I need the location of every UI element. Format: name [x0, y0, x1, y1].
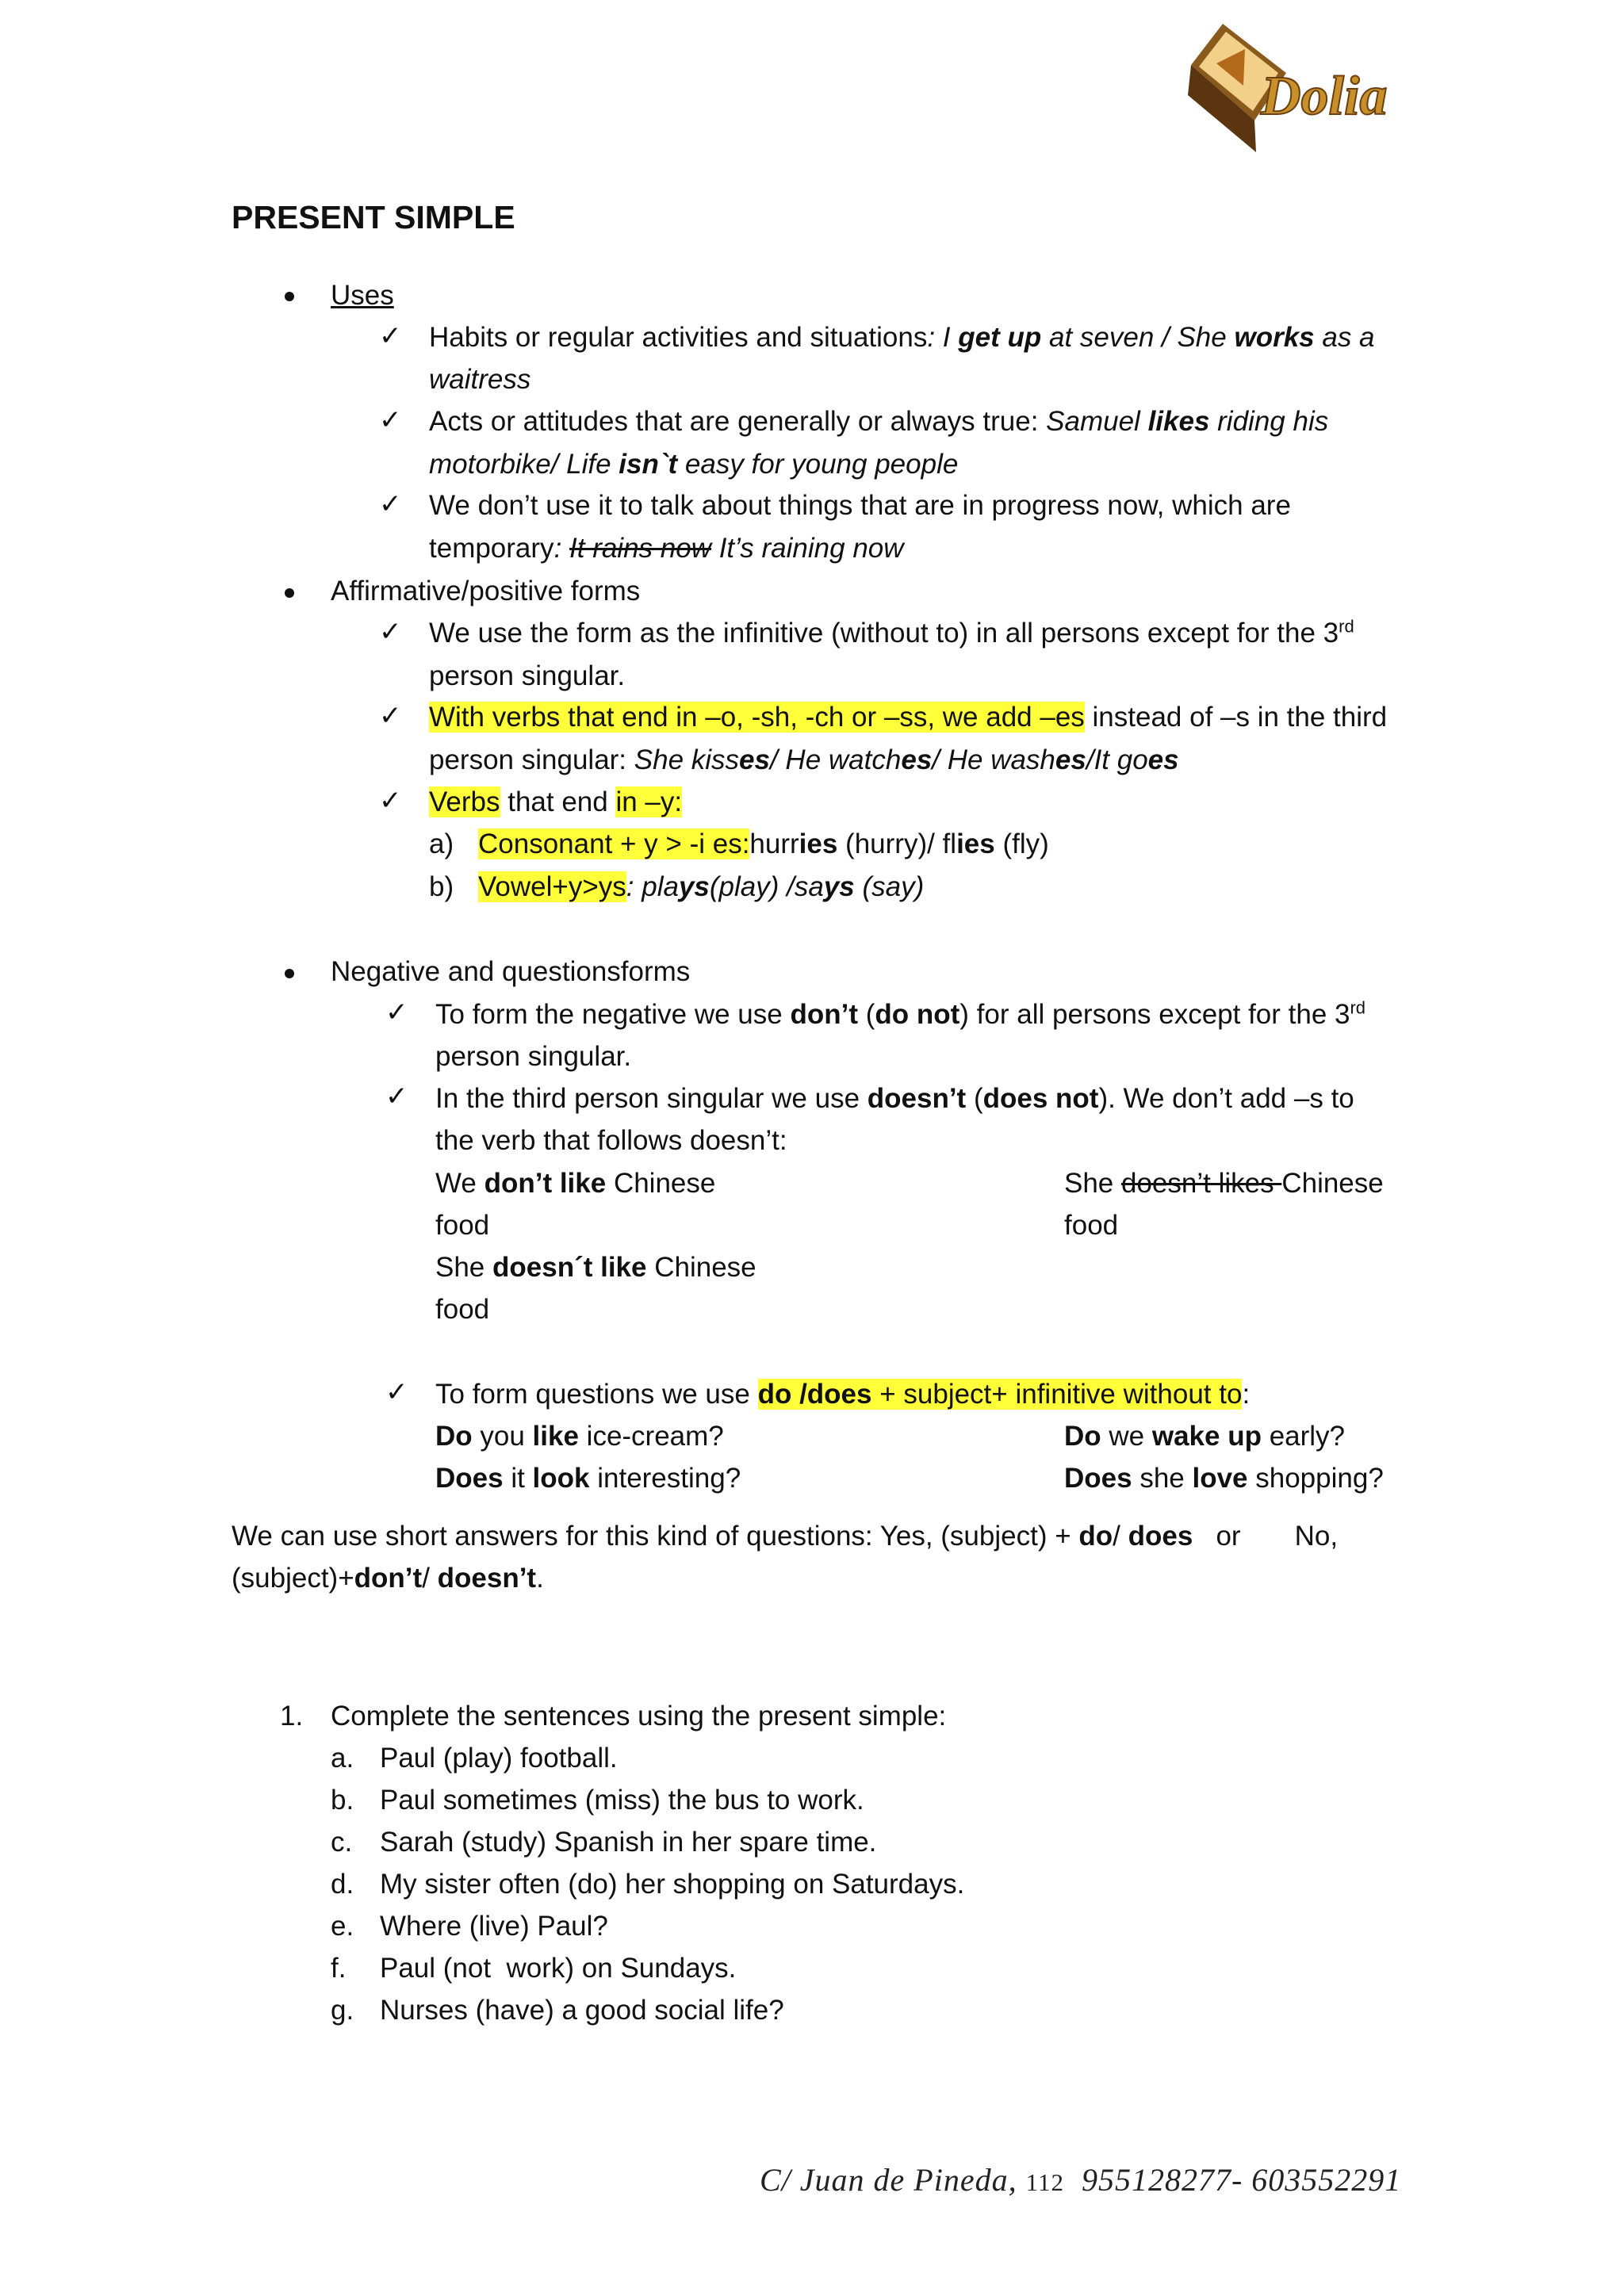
- page-title: PRESENT SIMPLE: [232, 199, 515, 235]
- example-dont-like: We don’t like Chinese: [435, 1168, 716, 1199]
- exercise-marker-d: d.: [331, 1869, 354, 1900]
- uses-item-1-cont: waitress: [429, 364, 531, 395]
- check-icon: ✓: [379, 405, 402, 435]
- exercise-item-d: My sister often (do) her shopping on Saturdays.: [380, 1869, 965, 1900]
- uses-item-1: Habits or regular activities and situations: I get up at seven / She works as a: [429, 322, 1375, 353]
- sub-marker-a: a): [429, 828, 454, 859]
- check-icon: ✓: [385, 1377, 408, 1407]
- example-doesnt-like-cont: food: [435, 1294, 490, 1325]
- check-icon: ✓: [379, 701, 402, 731]
- exercise-item-a: Paul (play) football.: [380, 1743, 618, 1774]
- question-example-2: Does it look interesting?: [435, 1463, 741, 1494]
- question-example-3: Do we wake up early?: [1064, 1421, 1346, 1452]
- affirmative-item-2-cont: person singular: She kisses/ He watches/ He washes/It goes: [429, 744, 1179, 775]
- sub-marker-b: b): [429, 871, 454, 902]
- check-icon: ✓: [385, 1081, 408, 1112]
- short-answers-line-2: (subject)+don’t/ doesn’t.: [232, 1563, 544, 1594]
- exercise-item-f: Paul (not work) on Sundays.: [380, 1953, 737, 1984]
- exercise-item-e: Where (live) Paul?: [380, 1911, 608, 1942]
- affirmative-sub-a: Consonant + y > -i es:hurries (hurry)/ flies (fly): [478, 828, 1049, 859]
- bullet-affirmative: [285, 588, 294, 598]
- bullet-negative: [285, 969, 294, 978]
- example-incorrect: She doesn’t likes Chinese: [1064, 1168, 1384, 1199]
- example-doesnt-like: She doesn´t like Chinese: [435, 1252, 756, 1283]
- exercise-marker-g: g.: [331, 1995, 354, 2026]
- exercise-item-b: Paul sometimes (miss) the bus to work.: [380, 1785, 864, 1816]
- negative-item-2: In the third person singular we use doesn’t (does not). We don’t add –s to: [435, 1083, 1354, 1114]
- check-icon: ✓: [379, 321, 402, 351]
- short-answers-line-1: We can use short answers for this kind of questions: Yes, (subject) + do/ does or No,: [232, 1521, 1339, 1552]
- section-negative-heading: Negative and questionsforms: [331, 956, 691, 987]
- question-example-4: Does she love shopping?: [1064, 1463, 1384, 1494]
- affirmative-sub-b: Vowel+y>ys: plays(play) /says (say): [478, 871, 925, 902]
- section-uses-heading: Uses: [331, 280, 394, 311]
- example-incorrect-cont: food: [1064, 1210, 1119, 1241]
- negative-item-1-cont: person singular.: [435, 1041, 632, 1072]
- exercise-item-g: Nurses (have) a good social life?: [380, 1995, 784, 2026]
- dolia-logo: [1167, 17, 1402, 159]
- affirmative-item-2: With verbs that end in –o, -sh, -ch or –ss, we add –es instead of –s in the third: [429, 702, 1388, 733]
- affirmative-item-3: Verbs that end in –y:: [429, 786, 683, 817]
- exercise-item-c: Sarah (study) Spanish in her spare time.: [380, 1827, 877, 1858]
- question-example-1: Do you like ice-cream?: [435, 1421, 724, 1452]
- check-icon: ✓: [379, 489, 402, 519]
- section-affirmative-heading: Affirmative/positive forms: [331, 576, 641, 607]
- affirmative-item-1-cont: person singular.: [429, 660, 626, 691]
- exercise-number: 1.: [280, 1701, 304, 1732]
- exercise-marker-c: c.: [331, 1827, 353, 1858]
- exercise-instruction: Complete the sentences using the present simple:: [331, 1701, 947, 1732]
- uses-item-2-cont: motorbike/ Life isn`t easy for young people: [429, 449, 959, 480]
- example-dont-like-cont: food: [435, 1210, 490, 1241]
- exercise-marker-b: b.: [331, 1785, 354, 1816]
- check-icon: ✓: [385, 997, 408, 1027]
- footer-address: C/ Juan de Pineda, 112 955128277- 603552291: [760, 2162, 1402, 2198]
- exercise-marker-a: a.: [331, 1743, 354, 1774]
- questions-rule: To form questions we use do /does + subject+ infinitive without to:: [435, 1379, 1251, 1410]
- negative-item-2-cont: the verb that follows doesn’t:: [435, 1125, 787, 1156]
- uses-item-3: We don’t use it to talk about things that are in progress now, which are: [429, 490, 1291, 521]
- exercise-marker-f: f.: [331, 1953, 347, 1984]
- negative-item-1: To form the negative we use don’t (do not) for all persons except for the 3rd: [435, 997, 1366, 1030]
- uses-item-3-cont: temporary: It rains now It’s raining now: [429, 533, 904, 564]
- check-icon: ✓: [379, 786, 402, 816]
- uses-item-2: Acts or attitudes that are generally or always true: Samuel likes riding his: [429, 406, 1329, 437]
- bullet-uses: [285, 292, 294, 301]
- exercise-marker-e: e.: [331, 1911, 354, 1942]
- check-icon: ✓: [379, 617, 402, 647]
- affirmative-item-1: We use the form as the infinitive (without to) in all persons except for the 3rd: [429, 616, 1354, 649]
- logo-text: Dolia: [1261, 66, 1388, 127]
